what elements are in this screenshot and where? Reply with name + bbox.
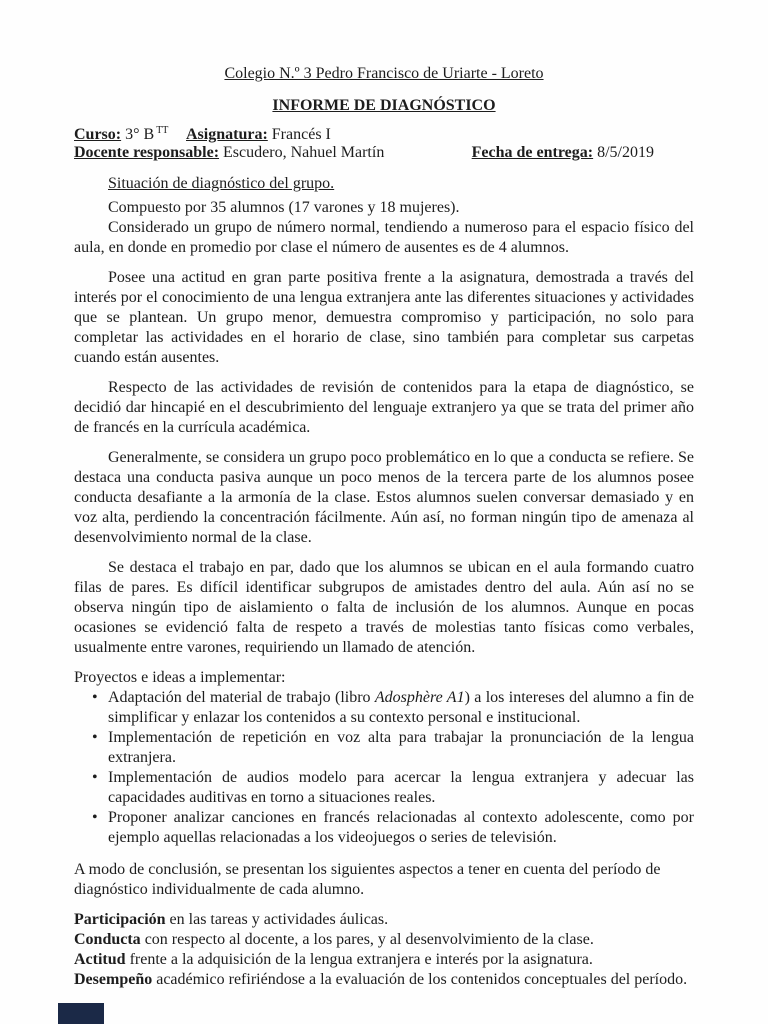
aspect-description: con respecto al docente, a los pares, y al desenvolvimiento de la clase. [140,931,594,948]
body-paragraph: Respecto de las actividades de revisión de contenidos para la etapa de diagnóstico, se decidió dar hincapié en el descubrimiento del lenguaje extranjero ya que se trata del primer año de francés en la currícula académica. [74,379,694,436]
subject-label: Asignatura: [186,126,268,143]
subject-field [186,126,331,144]
bullet-icon: • [92,769,98,786]
list-item-text: Implementación de audios modelo para acercar la lengua extranjera y adecuar las capacidades auditivas en torno a situaciones reales. [108,769,694,806]
report-meta [74,126,694,162]
aspect-line [74,910,694,930]
body-paragraph: Se destaca el trabajo en par, dado que los alumnos se ubican en el aula formando cuatro filas de pares. Es difícil identificar subgrupos de amistades dentro del aula. Aún así no se observa ningún tipo de aislamiento o falta de inclusión de los alumnos. Aunque en pocas ocasiones se evidenció falta de respeto a través de molestias tanto físicas como verbales, usualmente entre varones, requiriendo un llamado de atención. [74,559,694,656]
delivery-date-value: 8/5/2019 [597,144,654,161]
projects-bullet-list [74,688,694,848]
body-paragraph: Generalmente, se considera un grupo poco problemático en lo que a conducta se refiere. Se destaca una conducta pasiva aunque un poco menos de la tercera parte de los alumnos posee conducta desafiante a la armonía de la clase. Estos alumnos suelen conversar demasiado y en voz alta, perdiendo la concentración fácilmente. Aún así, no forman ningún tipo de amenaza al desenvolvimiento normal de la clase. [74,449,694,546]
list-item-text: Adaptación del material de trabajo (libro [108,689,375,706]
list-item [74,768,694,808]
section-heading [74,174,694,194]
list-item-text: Implementación de repetición en voz alta para trabajar la pronunciación de la lengua extranjera. [108,729,694,766]
aspect-description: en las tareas y actividades áulicas. [165,911,389,928]
aspect-description: frente a la adquisición de la lengua extranjera e interés por la asignatura. [125,951,593,968]
aspects-list [74,910,694,990]
aspect-description: académico refiriéndose a la evaluación de los contenidos conceptuales del período. [152,971,688,988]
projects-heading: Proyectos e ideas a implementar: [74,669,286,686]
report-title: INFORME DE DIAGNÓSTICO [272,97,496,114]
aspect-term: Desempeño [74,971,153,988]
course-shift-superscript: TT [156,124,169,136]
section-heading-text: Situación de diagnóstico del grupo. [108,175,335,192]
school-title: Colegio N.º 3 Pedro Francisco de Uriarte - Loreto [224,65,544,82]
course-field [74,126,186,144]
body-paragraph: Compuesto por 35 alumnos (17 varones y 18 mujeres). [108,199,460,216]
bottom-left-dark-block [58,1003,104,1024]
bullet-icon: • [92,729,98,746]
delivery-date-field [472,144,654,162]
aspect-term: Actitud [74,951,126,968]
aspect-line [74,950,694,970]
book-title-italic: Adosphère A1 [374,689,465,706]
teacher-label: Docente responsable: [74,144,220,161]
conclusion-paragraph [74,860,694,900]
list-item [74,808,694,848]
delivery-date-label: Fecha de entrega: [471,144,594,161]
conclusion-line: diagnóstico individualmente de cada alumno. [74,881,365,898]
teacher-value: Escudero, Nahuel Martín [223,144,385,161]
aspect-line [74,930,694,950]
subject-value: Francés I [271,126,331,143]
list-item [74,688,694,728]
aspect-line [74,970,694,990]
list-item-text: ) a los intereses del alumno a fin de simplificar y enlazar los contenidos a su contexto personal e institucional. [108,689,695,726]
course-label: Curso: [74,126,122,143]
bullet-icon: • [92,809,98,826]
bullet-icon: • [92,689,98,706]
body-paragraph: Posee una actitud en gran parte positiva frente a la asignatura, demostrada a través del interés por el conocimiento de una lengua extranjera ante las diferentes situaciones y actividades que se plantean. Un grupo menor, demuestra compromiso y participación, no solo para completar las actividades en el horario de clase, sino también para completar sus carpetas cuando están ausentes. [74,269,694,366]
meta-row-teacher [74,144,694,162]
aspect-term: Participación [74,911,166,928]
meta-row-course [74,126,694,144]
body-paragraph: Considerado un grupo de número normal, tendiendo a numeroso para el espacio físico del aula, en donde en promedio por clase el número de ausentes es de 4 alumnos. [74,219,694,256]
list-item-text: Proponer analizar canciones en francés relacionadas al contexto adolescente, como por ejemplo aquellas relacionadas a los videojuegos o series de televisión. [108,809,694,846]
list-item [74,728,694,768]
teacher-field [74,144,384,162]
course-value: 3° B [125,126,155,143]
conclusion-line: A modo de conclusión, se presentan los siguientes aspectos a tener en cuenta del período de [74,861,661,878]
aspect-term: Conducta [74,931,141,948]
